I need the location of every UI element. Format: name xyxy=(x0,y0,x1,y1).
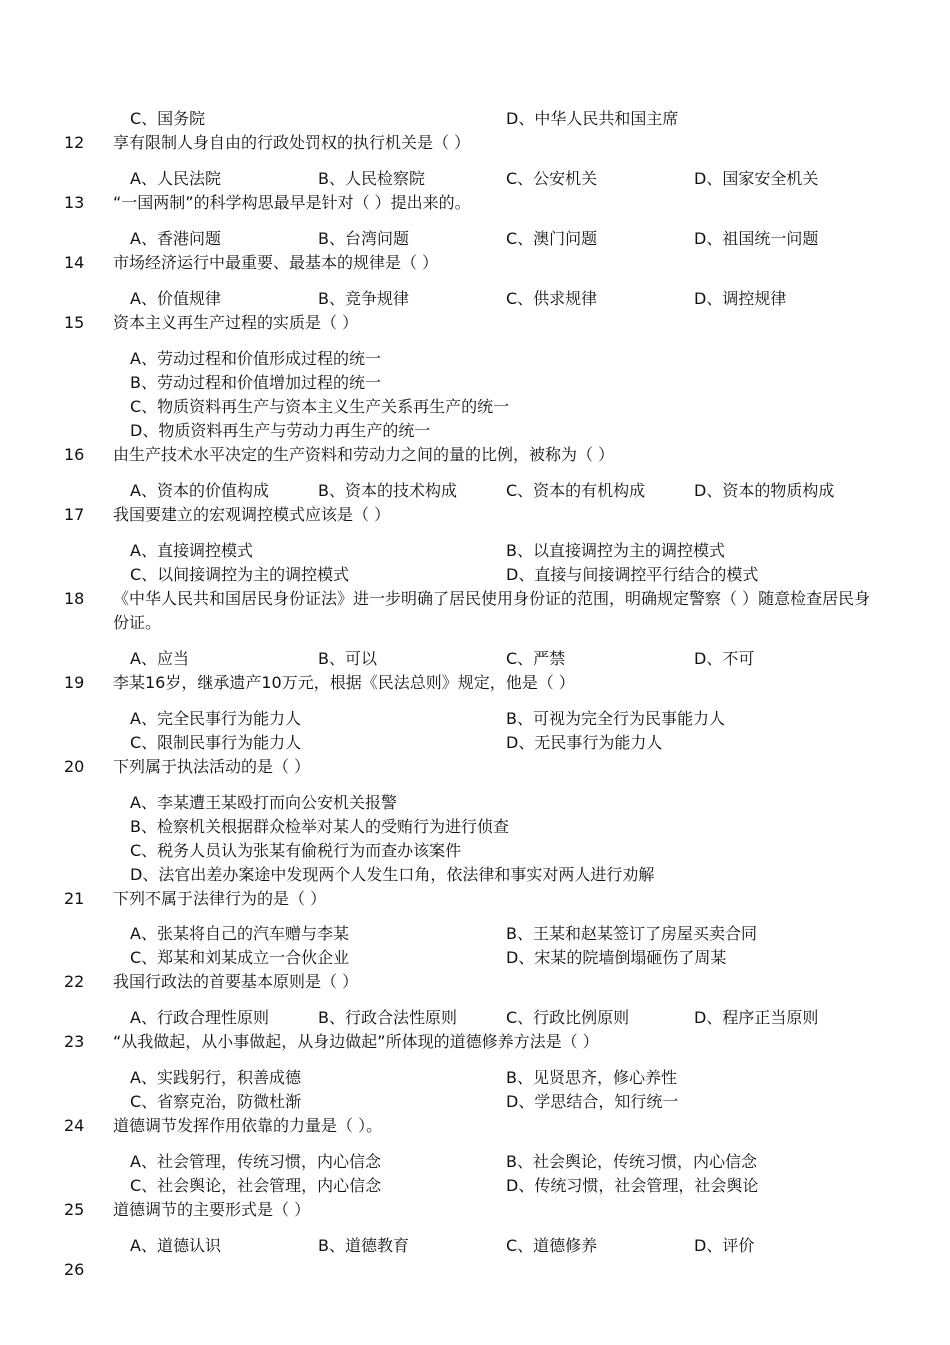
q21-option-b: B、王某和赵某签订了房屋买卖合同 xyxy=(506,924,757,943)
q24-option-c: C、社会舆论，社会管理，内心信念 xyxy=(130,1176,382,1195)
q22-option-b: B、行政合法性原则 xyxy=(318,1008,457,1027)
q12-option-b: B、人民检察院 xyxy=(318,169,425,188)
q15-option-a: A、劳动过程和价值形成过程的统一 xyxy=(130,349,381,368)
q16-option-d: D、资本的物质构成 xyxy=(694,481,835,500)
q21-option-d: D、宋某的院墙倒塌砸伤了周某 xyxy=(506,948,727,967)
q15-option-d: D、物质资料再生产与劳动力再生产的统一 xyxy=(130,421,431,440)
q16-option-b: B、资本的技术构成 xyxy=(318,481,457,500)
q17-option-d: D、直接与间接调控平行结合的模式 xyxy=(506,565,759,584)
q20-option-c: C、税务人员认为张某有偷税行为而查办该案件 xyxy=(130,841,462,860)
q25-stem: 道德调节的主要形式是（ ） xyxy=(113,1200,311,1219)
q24-option-d: D、传统习惯，社会管理，社会舆论 xyxy=(506,1176,759,1195)
q25-option-a: A、道德认识 xyxy=(130,1236,221,1255)
q21-option-a: A、张某将自己的汽车赠与李某 xyxy=(130,924,349,943)
q19-option-b: B、可视为完全行为民事能力人 xyxy=(506,709,725,728)
q21-number: 21 xyxy=(64,889,85,908)
q19-option-d: D、无民事行为能力人 xyxy=(506,733,663,752)
q24-option-b: B、社会舆论，传统习惯，内心信念 xyxy=(506,1152,757,1171)
q18-option-c: C、严禁 xyxy=(506,649,566,668)
q19-number: 19 xyxy=(64,673,85,692)
q24-number: 24 xyxy=(64,1116,85,1135)
q20-option-a: A、李某遭王某殴打而向公安机关报警 xyxy=(130,793,397,812)
q25-option-b: B、道德教育 xyxy=(318,1236,409,1255)
q25-option-d: D、评价 xyxy=(694,1236,755,1255)
q20-option-d: D、法官出差办案途中发现两个人发生口角，依法律和事实对两人进行劝解 xyxy=(130,865,655,884)
q15-stem: 资本主义再生产过程的实质是（ ） xyxy=(113,313,359,332)
q20-stem: 下列属于执法活动的是（ ） xyxy=(113,757,311,776)
q23-number: 23 xyxy=(64,1032,85,1051)
q11-option-c: C、国务院 xyxy=(130,109,206,128)
q13-option-c: C、澳门问题 xyxy=(506,229,598,248)
q23-option-c: C、省察克治，防微杜渐 xyxy=(130,1092,302,1111)
q25-number: 25 xyxy=(64,1200,85,1219)
q18-number: 18 xyxy=(64,589,85,608)
q23-stem: “从我做起，从小事做起，从身边做起”所体现的道德修养方法是（ ） xyxy=(113,1032,599,1051)
q14-option-b: B、竞争规律 xyxy=(318,289,409,308)
q13-option-b: B、台湾问题 xyxy=(318,229,409,248)
q21-stem: 下列不属于法律行为的是（ ） xyxy=(113,889,327,908)
q19-option-a: A、完全民事行为能力人 xyxy=(130,709,301,728)
q11-option-d: D、中华人民共和国主席 xyxy=(506,109,679,128)
q14-stem: 市场经济运行中最重要、最基本的规律是（ ） xyxy=(113,253,439,272)
q12-option-a: A、人民法院 xyxy=(130,169,221,188)
q17-option-b: B、以直接调控为主的调控模式 xyxy=(506,541,725,560)
q17-stem: 我国要建立的宏观调控模式应该是（ ） xyxy=(113,505,391,524)
q26-number: 26 xyxy=(64,1260,85,1279)
q24-option-a: A、社会管理，传统习惯，内心信念 xyxy=(130,1152,381,1171)
q23-option-d: D、学思结合，知行统一 xyxy=(506,1092,679,1111)
q16-stem: 由生产技术水平决定的生产资料和劳动力之间的量的比例，被称为（ ） xyxy=(113,445,615,464)
q19-option-c: C、限制民事行为能力人 xyxy=(130,733,302,752)
q22-option-c: C、行政比例原则 xyxy=(506,1008,630,1027)
q16-option-a: A、资本的价值构成 xyxy=(130,481,269,500)
q17-option-c: C、以间接调控为主的调控模式 xyxy=(130,565,350,584)
q22-option-d: D、程序正当原则 xyxy=(694,1008,819,1027)
q15-option-b: B、劳动过程和价值增加过程的统一 xyxy=(130,373,381,392)
q22-number: 22 xyxy=(64,972,85,991)
q13-option-a: A、香港问题 xyxy=(130,229,221,248)
q22-stem: 我国行政法的首要基本原则是（ ） xyxy=(113,972,359,991)
q13-number: 13 xyxy=(64,193,85,212)
q14-number: 14 xyxy=(64,253,85,272)
q23-option-a: A、实践躬行，积善成德 xyxy=(130,1068,301,1087)
q14-option-d: D、调控规律 xyxy=(694,289,787,308)
q25-option-c: C、道德修养 xyxy=(506,1236,598,1255)
q13-stem: “一国两制”的科学构思最早是针对（ ）提出来的。 xyxy=(113,193,471,212)
q12-option-d: D、国家安全机关 xyxy=(694,169,819,188)
q14-option-c: C、供求规律 xyxy=(506,289,598,308)
q18-option-a: A、应当 xyxy=(130,649,189,668)
q19-stem: 李某16岁，继承遗产10万元，根据《民法总则》规定，他是（ ） xyxy=(113,673,575,692)
q16-number: 16 xyxy=(64,445,85,464)
q18-stem: 《中华人民共和国居民身份证法》进一步明确了居民使用身份证的范围，明确规定警察（ ）随意检查居民身份证。 xyxy=(113,589,871,632)
q15-number: 15 xyxy=(64,313,85,332)
q12-number: 12 xyxy=(64,133,85,152)
q14-option-a: A、价值规律 xyxy=(130,289,221,308)
q13-option-d: D、祖国统一问题 xyxy=(694,229,819,248)
q15-option-c: C、物质资料再生产与资本主义生产关系再生产的统一 xyxy=(130,397,510,416)
q20-option-b: B、检察机关根据群众检举对某人的受贿行为进行侦查 xyxy=(130,817,509,836)
q17-option-a: A、直接调控模式 xyxy=(130,541,253,560)
q20-number: 20 xyxy=(64,757,85,776)
q16-option-c: C、资本的有机构成 xyxy=(506,481,646,500)
q21-option-c: C、郑某和刘某成立一合伙企业 xyxy=(130,948,350,967)
q23-option-b: B、见贤思齐，修心养性 xyxy=(506,1068,677,1087)
q18-option-b: B、可以 xyxy=(318,649,377,668)
q12-option-c: C、公安机关 xyxy=(506,169,598,188)
q22-option-a: A、行政合理性原则 xyxy=(130,1008,269,1027)
q17-number: 17 xyxy=(64,505,85,524)
q12-stem: 享有限制人身自由的行政处罚权的执行机关是（ ） xyxy=(113,133,471,152)
q24-stem: 道德调节发挥作用依靠的力量是（ ）。 xyxy=(113,1116,383,1135)
q18-option-d: D、不可 xyxy=(694,649,755,668)
